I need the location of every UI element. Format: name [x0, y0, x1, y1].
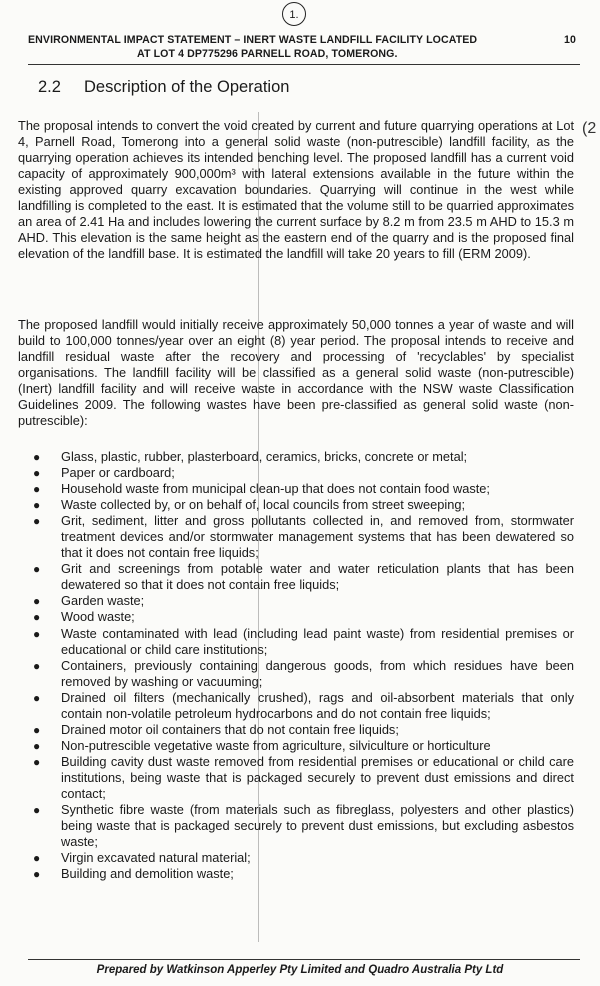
list-item	[18, 561, 574, 593]
bullet-icon: ●	[33, 851, 41, 866]
list-item-text: Paper or cardboard;	[61, 465, 175, 481]
list-item-text: Virgin excavated natural material;	[61, 850, 251, 866]
list-item-text: Building and demolition waste;	[61, 866, 234, 882]
list-item	[18, 738, 574, 754]
bullet-icon: ●	[33, 754, 41, 769]
bullet-icon: ●	[33, 594, 41, 609]
list-item	[18, 626, 574, 658]
bullet-icon: ●	[33, 803, 41, 818]
paragraph-waste-intake: The proposed landfill would initially receive approximately 50,000 tonnes a year of waste and will build to 100,000 tonnes/year over an eight (8) year period. The proposal intends to receive and landfill residual waste after the recovery and processing of 'recyclables' by specialist organisations. The landfill facility will be classified as a general solid waste (non-putrescible) (Inert) landfill facility and will receive waste in accordance with the NSW waste Classification Guidelines 2009. The following wastes have been pre-classified as general solid waste (non-putrescible):	[18, 317, 574, 429]
page-number: 10	[564, 34, 576, 46]
list-item-text: Waste collected by, or on behalf of, local councils from street sweeping;	[61, 497, 466, 513]
list-item	[18, 609, 574, 625]
list-item-text: Non-putrescible vegetative waste from agriculture, silviculture or horticulture	[61, 737, 491, 753]
list-item-text: Wood waste;	[61, 609, 135, 625]
footer-divider	[28, 959, 580, 960]
list-item	[18, 802, 574, 850]
bullet-icon: ●	[33, 658, 41, 673]
list-item	[18, 866, 574, 882]
list-item	[18, 497, 574, 513]
waste-type-list	[18, 449, 574, 882]
list-item-text: Containers, previously containing dangerous goods, from which residues have been removed by washing or vacuuming;	[61, 657, 574, 689]
list-item	[18, 449, 574, 465]
list-item-text: Waste contaminated with lead (including lead paint waste) from residential premises or educational or child care institutions;	[61, 625, 574, 657]
paragraph-operation-overview: The proposal intends to convert the void created by current and future quarrying operations at Lot 4, Parnell Road, Tomerong into a general solid waste (non-putrescible) landfill facility, as the quarrying operation achieves its intended benching level. The proposed landfill has a current void capacity of approximately 900,000m³ with lateral extensions available in the future within the existing approved quarry excavation boundaries. Quarrying will continue in the west while landfilling is completed to the east. It is estimated that the volume still to be quarried approximates an area of 2.41 Ha and includes lowering the current surface by 8.2 m from 23.5 m AHD to 15.3 m AHD. This elevation is the same height as the eastern end of the quarry and is the proposed final elevation of the landfill base. It is estimated the landfill will take 20 years to fill (ERM 2009).	[18, 118, 574, 262]
list-item-text: Drained motor oil containers that do not contain free liquids;	[61, 721, 399, 737]
bullet-icon: ●	[33, 514, 41, 529]
document-footer: Prepared by Watkinson Apperley Pty Limited and Quadro Australia Pty Ltd	[96, 964, 504, 976]
list-item-text: Building cavity dust waste removed from residential premises or educational or child care institutions, being waste that is packaged securely to prevent dust emissions and direct contact;	[61, 753, 574, 801]
header-line-1: ENVIRONMENTAL IMPACT STATEMENT – INERT WASTE LANDFILL FACILITY LOCATED	[28, 34, 478, 46]
list-item	[18, 513, 574, 561]
bullet-icon: ●	[33, 626, 41, 641]
list-item-text: Garden waste;	[61, 593, 145, 609]
list-item-text: Glass, plastic, rubber, plasterboard, ceramics, bricks, concrete or metal;	[61, 449, 468, 464]
list-item	[18, 754, 574, 802]
header-divider	[28, 64, 580, 65]
list-item	[18, 593, 574, 609]
list-item-text: Household waste from municipal clean-up that does not contain food waste;	[61, 481, 490, 497]
bullet-icon: ●	[33, 722, 41, 737]
bullet-icon: ●	[33, 738, 41, 753]
document-header	[0, 31, 600, 67]
list-item	[18, 722, 574, 738]
bullet-icon: ●	[33, 610, 41, 625]
bullet-icon: ●	[33, 466, 41, 481]
list-item	[18, 481, 574, 497]
bullet-icon: ●	[33, 482, 41, 497]
section-title: Description of the Operation	[84, 78, 290, 96]
list-item	[18, 658, 574, 690]
list-item	[18, 465, 574, 481]
page-mark: 1.	[282, 2, 306, 26]
section-heading	[38, 78, 289, 97]
list-item-text: Synthetic fibre waste (from materials such as fibreglass, polyesters and other plastics) being waste that is packaged securely to prevent dust emissions, but excluding asbestos waste;	[61, 802, 574, 850]
header-line-2: AT LOT 4 DP775296 PARNELL ROAD, TOMERONG.	[137, 48, 398, 60]
margin-annotation: (2	[582, 120, 597, 137]
list-item	[18, 690, 574, 722]
section-number: 2.2	[38, 78, 61, 96]
bullet-icon: ●	[33, 498, 41, 513]
bullet-icon: ●	[33, 690, 41, 705]
list-item-text: Grit and screenings from potable water and water reticulation plants that has been dewatered so that it does not contain free liquids;	[61, 561, 574, 593]
list-item	[18, 850, 574, 866]
list-item-text: Grit, sediment, litter and gross pollutants collected in, and removed from, stormwater treatment devices and/or stormwater management systems that has been dewatered so that it does not contain free liquids;	[61, 513, 574, 561]
bullet-icon: ●	[33, 867, 41, 882]
bullet-icon: ●	[33, 450, 41, 464]
list-item-text: Drained oil filters (mechanically crushed), rags and oil-absorbent materials that only contain non-volatile petroleum hydrocarbons and do not contain free liquids;	[61, 689, 574, 721]
bullet-icon: ●	[33, 562, 41, 577]
